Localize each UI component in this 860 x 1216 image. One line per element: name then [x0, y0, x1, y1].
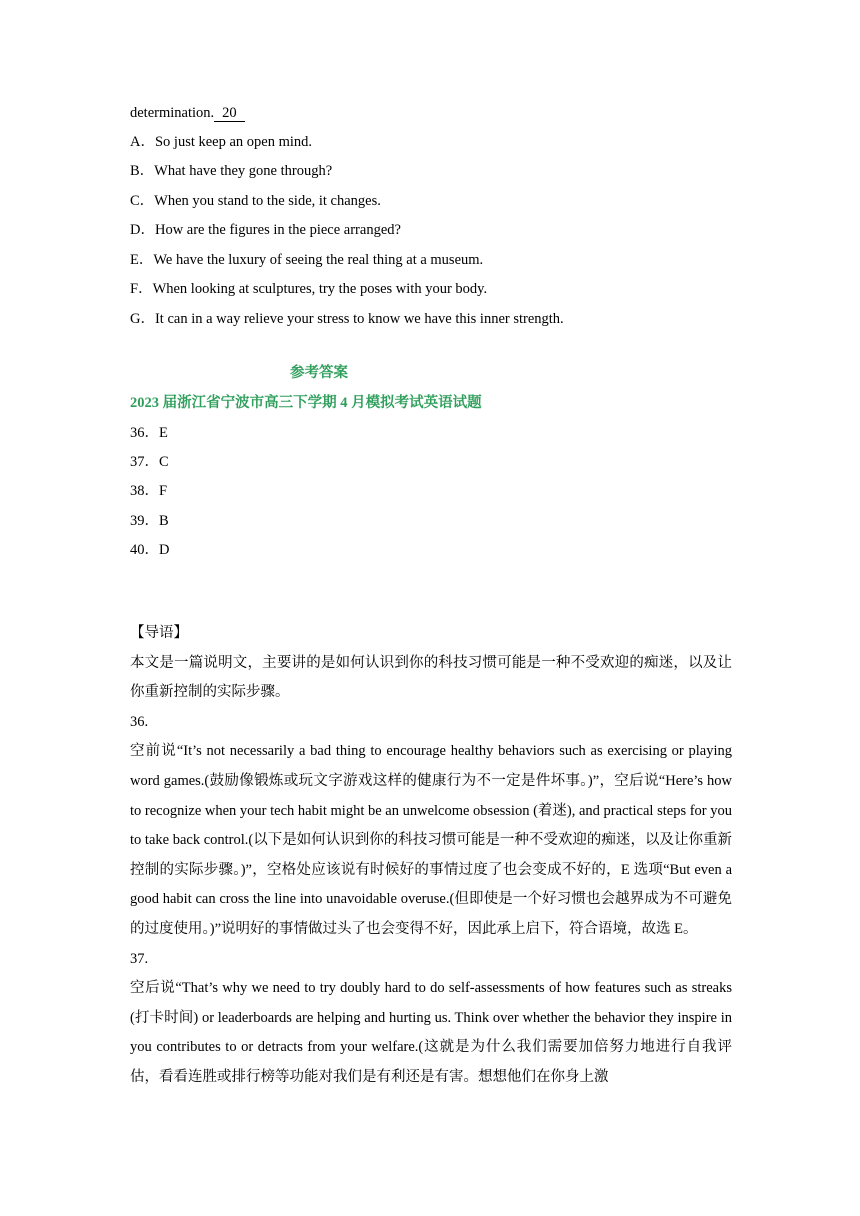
option-c: C．When you stand to the side, it changes.	[130, 193, 381, 209]
blank-number: 20	[222, 105, 237, 121]
analysis-block	[130, 619, 732, 1093]
question-tail	[130, 103, 245, 123]
q36-label: 36.	[130, 713, 149, 730]
intro-text: 本文是一篇说明文，主要讲的是如何认识到你的科技习惯可能是一种不受欢迎的痴迷，以及让你重新控制的实际步骤。	[130, 654, 732, 701]
answer-heading: 参考答案	[290, 365, 348, 381]
q37-label: 37.	[130, 950, 149, 967]
answer-39: 39．B	[130, 513, 169, 529]
answer-40: 40．D	[130, 542, 170, 558]
answer-38: 38．F	[130, 483, 168, 499]
question-tail-text: determination.	[130, 105, 215, 121]
q36-explanation: 空前说“It’s not necessarily a bad thing to encourage healthy behaviors such as exercising or playing word games.(鼓励像锻炼或玩文字游戏这样的健康行为不一定是件坏事。)”，空后说“Here’s how to recognize when your tech habit might be an unwelcome obsession (着迷), and practical steps for you to take back control.(以下是如何认识到你的科技习惯可能是一种不受欢迎的痴迷，以及让你重新控制的实际步骤。)”，空格处应该说有时候好的事情过度了也会变成不好的，E 选项“But even a good habit can cross the line into unavoidable overuse.(但即使是一个好习惯也会越界成为不可避免的过度使用。)”说明好的事情做过头了也会变得不好，因此承上启下，符合语境，故选 E。	[130, 743, 732, 937]
answer-37: 37．C	[130, 454, 169, 470]
answer-36: 36．E	[130, 425, 168, 441]
option-e: E．We have the luxury of seeing the real thing at a museum.	[130, 252, 484, 268]
option-f: F．When looking at sculptures, try the poses with your body.	[130, 281, 488, 297]
intro-label: 【导语】	[130, 625, 188, 641]
option-b: B．What have they gone through?	[130, 163, 333, 179]
exam-title: 2023 届浙江省宁波市高三下学期 4 月模拟考试英语试题	[130, 395, 482, 411]
q37-explanation: 空后说“That’s why we need to try doubly hard to do self-assessments of how features such as streaks (打卡时间) or leaderboards are helping and hurting us. Think over whether the behavior they inspire in you contributes to or detracts from your welfare.(这就是为什么我们需要加倍努力地进行自我评估，看看连胜或排行榜等功能对我们是有利还是有害。想想他们在你身上激	[130, 980, 732, 1085]
option-a: A．So just keep an open mind.	[130, 134, 313, 150]
option-d: D．How are the figures in the piece arranged?	[130, 222, 401, 238]
option-g: G．It can in a way relieve your stress to know we have this inner strength.	[130, 311, 564, 327]
answer-blank-20	[214, 105, 245, 122]
